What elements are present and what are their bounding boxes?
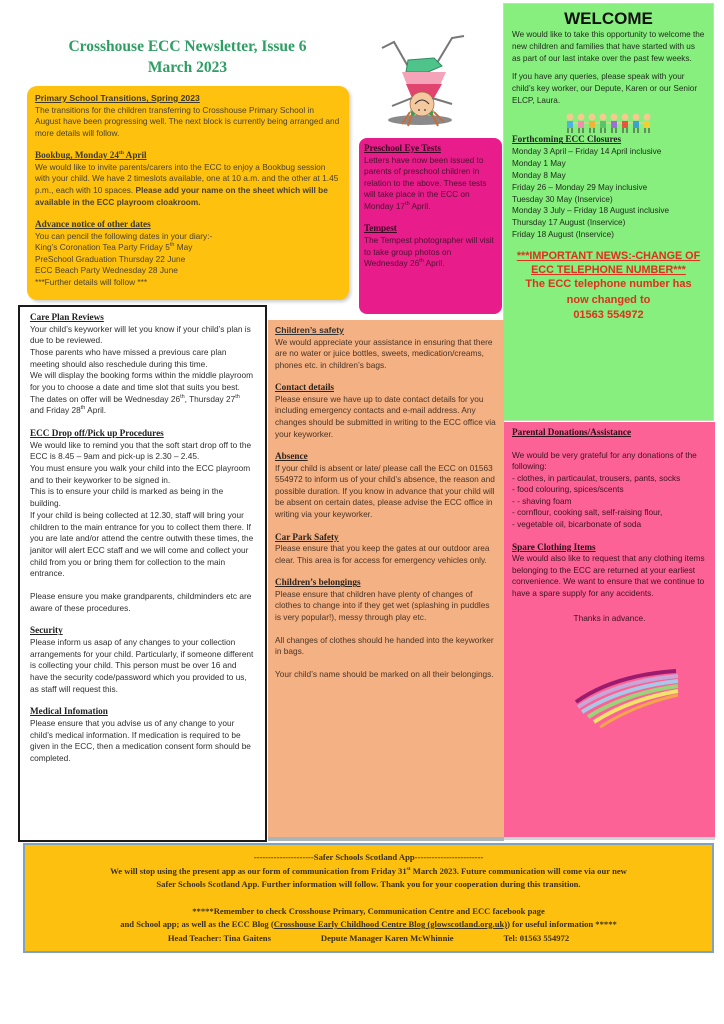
coronation-date: King’s Coronation Tea Party Friday 5th May bbox=[35, 242, 193, 253]
donation-item: - clothes, in particaulat, trousers, pants, socks bbox=[512, 472, 681, 483]
app-notice-line-1: We will stop using the present app as our form of communication from Friday 31st March 2023. Future communication will come via our new bbox=[110, 865, 627, 876]
remember-line-2: and School app; as well as the ECC Blog (Crosshouse Early Childhood Centre Blog (glowscotland.org.uk)) for useful information ***** bbox=[120, 919, 617, 929]
medical-body: Please ensure that you advise us of any change to your child’s medical information. If medication is required to be given in the ECC, then a medication consent form should be completed. bbox=[30, 717, 251, 764]
care-plan-heading: Care Plan Reviews bbox=[30, 312, 104, 322]
phone-change-line-2: now changed to bbox=[566, 293, 651, 306]
app-notice-line-2: Safer Schools Scotland App. Further information will follow. Thank you for your cooperation during this transition. bbox=[156, 879, 581, 889]
transitions-heading: Primary School Transitions, Spring 2023 bbox=[35, 93, 200, 103]
eye-tests-body: Letters have now been issued to parents of preschool children in relation to the above. These tests will take place in the ECC on Monday 17th April. bbox=[364, 154, 487, 211]
phone-change-notice bbox=[512, 249, 705, 324]
eye-tests-heading: Preschool Eye Tests bbox=[364, 143, 441, 153]
closure-date: Monday 8 May bbox=[512, 170, 566, 180]
car-park-heading: Car Park Safety bbox=[275, 531, 339, 542]
belongings-heading: Children’s belongings bbox=[275, 577, 361, 588]
important-news-heading: ***IMPORTANT NEWS:-CHANGE OF ECC TELEPHONE NUMBER*** bbox=[516, 250, 701, 277]
school-transitions-section bbox=[27, 86, 349, 300]
absence-heading: Absence bbox=[275, 451, 308, 462]
absence-body: If your child is absent or late/ please call the ECC on 01563 554972 to inform us of your child’s absence, the reason and possible duration. If you know in advance that your child will be absent on certain dates, please advise the ECC office in writing via your keyworker. bbox=[275, 462, 495, 520]
children-safety-section bbox=[268, 320, 504, 841]
closure-date: Friday 26 – Monday 29 May inclusive bbox=[512, 182, 648, 192]
donation-item: - cornflour, cooking salt, self-raising flour, bbox=[512, 507, 663, 518]
car-park-body: Please ensure that you keep the gates at our outdoor area clear. This area is for access for emergency vehicles only. bbox=[275, 543, 490, 565]
telephone: Tel: 01563 554972 bbox=[503, 932, 570, 943]
welcome-section bbox=[503, 3, 714, 421]
thanks-note: Thanks in advance. bbox=[573, 612, 646, 623]
belongings-p2: All changes of clothes should he handed into the keyworker in bags. bbox=[275, 634, 494, 657]
closure-date: Monday 3 April – Friday 14 April inclusive bbox=[512, 146, 662, 156]
care-plan-p3: We will display the booking forms within the middle playroom for you to choose a date and time slot that suits you best. The dates on offer will be Wednesday 26th, Thursday 27th and Friday 28th April. bbox=[30, 370, 254, 416]
advance-dates-heading: Advance notice of other dates bbox=[35, 219, 151, 230]
staff-contacts bbox=[33, 932, 704, 946]
security-body: Please inform us asap of any changes to your collection arrangements for your child. Particularly, if someone different is collecting your child. This person must be over 16 and have the security code/password which you provided to us, as staff will request this. bbox=[30, 636, 254, 694]
closures-heading: Forthcoming ECC Closures bbox=[512, 134, 622, 145]
medical-heading: Medical Infomation bbox=[30, 706, 108, 717]
drop-off-p4: If your child is being collected at 12.30, staff will bring your children to the main entrance for you to collect them there. If you are late and/or attend the centre outwith these times, the janitor will alert ECC staff and we will come and collect your child from you or bring them for collection to the main entrance. bbox=[30, 509, 254, 579]
footer-notice bbox=[23, 843, 714, 953]
phone-change-line-1: The ECC telephone number has bbox=[525, 278, 692, 291]
holding-hands-children-icon bbox=[512, 108, 705, 134]
title-line-1: Crosshouse ECC Newsletter, Issue 6 bbox=[68, 38, 307, 55]
upside-down-girl-illustration-icon bbox=[372, 20, 472, 130]
beach-party-date: ECC Beach Party Wednesday 28 June bbox=[35, 265, 178, 276]
security-heading: Security bbox=[30, 625, 63, 636]
safety-body: We would appreciate your assistance in ensuring that there are no water or juice bottles, sweets, medication/creams, phones etc. in children’s bags. bbox=[275, 336, 493, 370]
welcome-paragraph-2: If you have any queries, please speak with your child’s key worker, our Depute, Karen or our Senior ELCP, Laura. bbox=[512, 71, 698, 105]
newsletter-title bbox=[20, 36, 355, 78]
closure-date: Friday 18 August (Inservice) bbox=[512, 230, 614, 240]
donations-heading: Parental Donations/Assistance bbox=[512, 427, 632, 437]
rainbow-swoosh-icon bbox=[574, 667, 684, 732]
closure-date: Thursday 17 August (Inservice) bbox=[512, 218, 626, 228]
donations-section bbox=[504, 422, 715, 840]
closure-date: Tuesday 30 May (Inservice) bbox=[512, 194, 613, 204]
title-line-2: March 2023 bbox=[147, 59, 228, 76]
spare-clothing-heading: Spare Clothing Items bbox=[512, 541, 596, 552]
eye-tests-section bbox=[359, 138, 502, 314]
care-plan-section bbox=[18, 305, 267, 842]
drop-off-p5: Please ensure you make grandparents, childminders etc are aware of these procedures. bbox=[30, 591, 252, 613]
new-phone-number: 01563 554972 bbox=[573, 309, 644, 322]
drop-off-p1: We would like to remind you that the soft start drop off to the ECC is 8.45 – 9am and pick-up is 2.30 – 2.45. bbox=[30, 439, 252, 462]
tempest-heading: Tempest bbox=[364, 223, 397, 234]
remember-line-1: *****Remember to check Crosshouse Primary, Communication Centre and ECC facebook page bbox=[192, 905, 545, 916]
spare-clothing-body: We would also like to request that any clothing items belonging to the ECC are returned at your earliest convenience. We want to ensure that we continue to have a spare supply for any accidents. bbox=[512, 553, 705, 598]
care-plan-p1: Your child’s keyworker will let you know if your child’s plan is due to be reviewed. bbox=[30, 323, 251, 346]
drop-off-p3: This is to ensure your child is marked as being in the building. bbox=[30, 486, 224, 509]
bookbug-signup-note: Please add your name on the sheet which will be available in the ECC playroom cloakroom. bbox=[35, 184, 328, 207]
contact-heading: Contact details bbox=[275, 382, 334, 393]
donations-intro: We would be very grateful for any donations of the following: bbox=[512, 449, 697, 472]
further-details-note: ***Further details will follow *** bbox=[35, 277, 148, 288]
contact-body: Please ensure we have up to date contact details for you including emergency contacts and e-mail address. Any changes should be submitted in writing to the ECC office via your keyworker. bbox=[275, 393, 496, 439]
ecc-blog-link[interactable]: Crosshouse Early Childhood Centre Blog (glowscotland.org.uk) bbox=[273, 919, 508, 929]
welcome-paragraph-1: We would like to take this opportunity to welcome the new children and families that have started with us as part of our last intake over the past few weeks. bbox=[512, 30, 705, 63]
graduation-date: PreSchool Graduation Thursday 22 June bbox=[35, 253, 186, 264]
safety-heading: Children’s safety bbox=[275, 325, 344, 335]
donation-item: - food colouring, spices/scents bbox=[512, 484, 624, 495]
drop-off-p2: You must ensure you walk your child into the ECC playroom and to their keyworker to be signed in. bbox=[30, 463, 251, 485]
advance-dates-intro: You can pencil the following dates in your diary:- bbox=[35, 230, 213, 241]
transitions-body: The transitions for the children transferring to Crosshouse Primary School in August have been progressing well. The next block is currently being arranged and more details will follow. bbox=[35, 104, 340, 138]
drop-off-heading: ECC Drop off/Pick up Procedures bbox=[30, 428, 164, 439]
closure-date: Monday 3 July – Friday 18 August inclusive bbox=[512, 206, 670, 216]
depute-manager: Depute Manager Karen McWhinnie bbox=[320, 932, 454, 943]
bookbug-heading: Bookbug, Monday 24th April bbox=[35, 150, 147, 161]
belongings-p1: Please ensure that children have plenty of changes of clothes to change into if they get wet (splashing in puddles is very popular!), messy through play etc. bbox=[275, 588, 490, 622]
belongings-p3: Your child’s name should be marked on all their belongings. bbox=[275, 668, 494, 679]
bookbug-body: We would like to invite parents/carers into the ECC to enjoy a Bookbug session with your child. We have 2 timeslots available, one at 10 a.m. and the other at 1.45 p.m., each with 10 spaces. Please add your name on the sheet which will be available in the ECC playroom cloakroom. bbox=[35, 161, 339, 207]
welcome-title: WELCOME bbox=[564, 9, 653, 28]
tempest-body: The Tempest photographer will visit to take group photos on Wednesday 26th April. bbox=[364, 234, 494, 269]
closure-date: Monday 1 May bbox=[512, 158, 566, 168]
app-heading: ---------------------Safer Schools Scotland App------------------------ bbox=[253, 852, 484, 862]
donation-item: - - shaving foam bbox=[512, 495, 572, 506]
donation-item: - vegetable oil, bicarbonate of soda bbox=[512, 519, 642, 530]
care-plan-p2: Those parents who have missed a previous care plan meeting should also reschedule during this time. bbox=[30, 346, 227, 369]
head-teacher: Head Teacher: Tina Gaitens bbox=[167, 932, 271, 943]
